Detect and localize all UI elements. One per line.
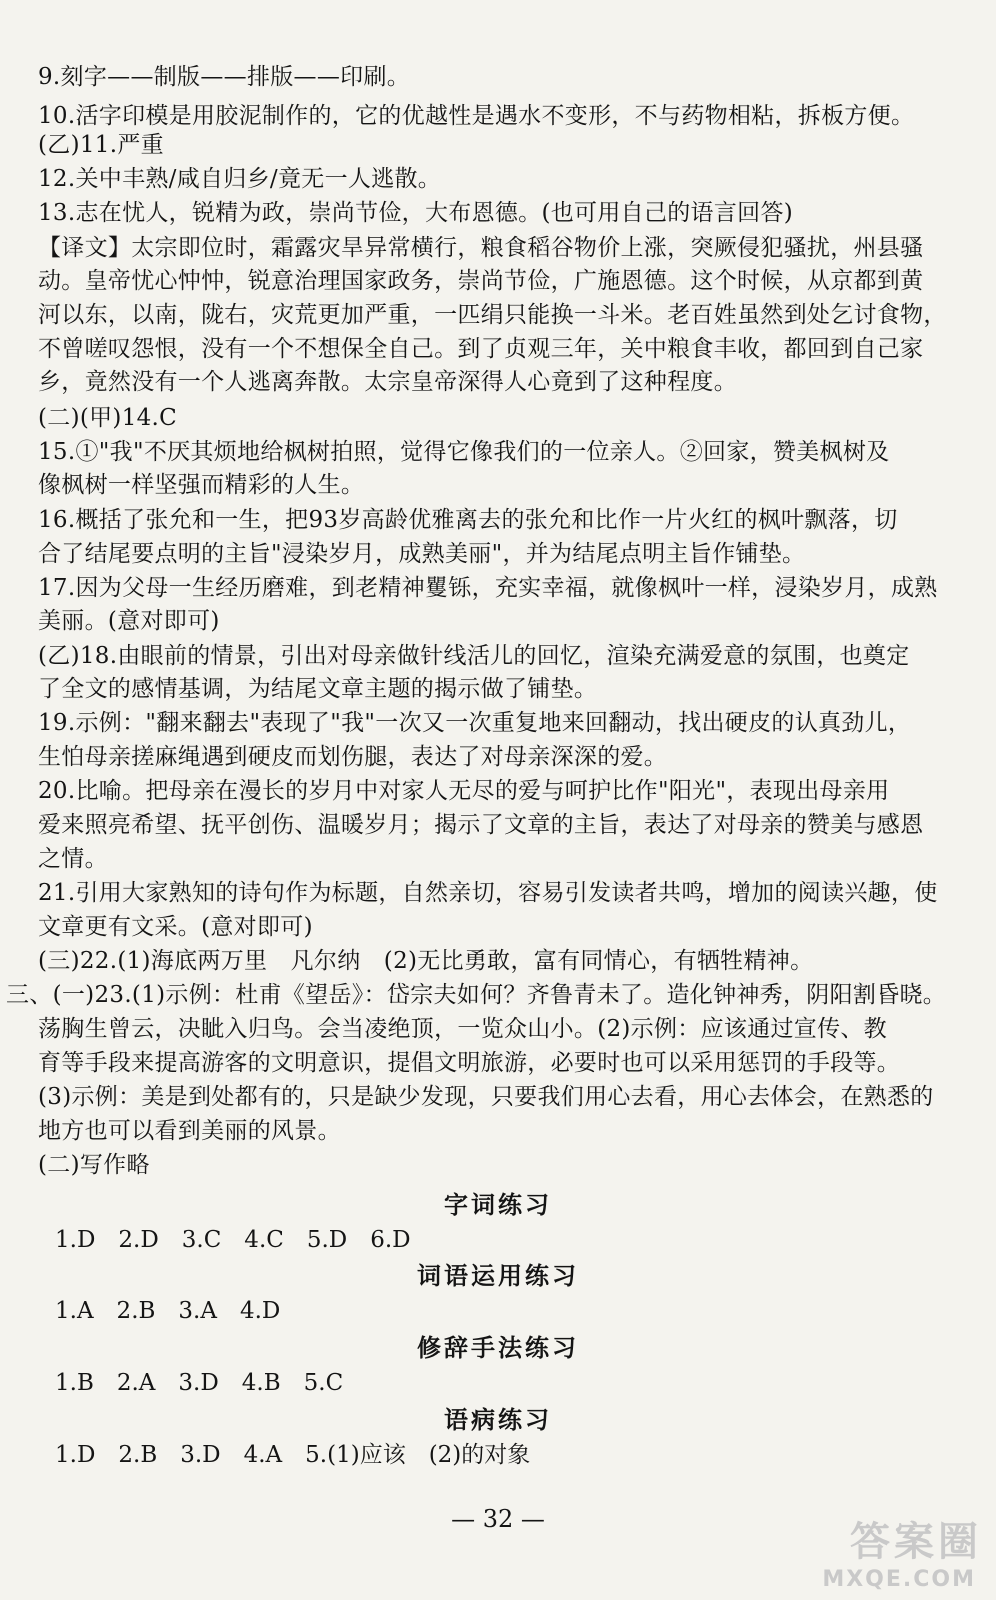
text-line: (3)示例：美是到处都有的，只是缺少发现，只要我们用心去看，用心去体会，在熟悉的 xyxy=(38,1084,934,1110)
watermark-url: MXQE.COM xyxy=(822,1567,976,1592)
text-line: 19.示例："翻来翻去"表现了"我"一次又一次重复地来回翻动，找出硬皮的认真劲儿， xyxy=(38,710,912,736)
text-line: 美丽。(意对即可) xyxy=(38,608,220,634)
section-heading: 修辞手法练习 xyxy=(417,1334,579,1362)
text-line: 20.比喻。把母亲在漫长的岁月中对家人无尽的爱与呵护比作"阳光"，表现出母亲用 xyxy=(38,778,890,804)
text-line: 文章更有文采。(意对即可) xyxy=(38,914,313,940)
text-line: 10.活字印模是用胶泥制作的，它的优越性是遇水不变形，不与药物相粘，拆板方便。 xyxy=(38,103,915,129)
text-line: 【译文】太宗即位时，霜露灾旱异常横行，粮食稻谷物价上涨，突厥侵犯骚扰，州县骚 xyxy=(38,235,924,261)
text-line: 21.引用大家熟知的诗句作为标题，自然亲切，容易引发读者共鸣，增加的阅读兴趣，使 xyxy=(38,880,938,906)
text-line: (二)(甲)14.C xyxy=(38,405,178,431)
section-answers: 1.B 2.A 3.D 4.B 5.C xyxy=(55,1370,344,1396)
text-line: 河以东，以南，陇右，灾荒更加严重，一匹绢只能换一斗米。老百姓虽然到处乞讨食物， xyxy=(38,302,947,328)
page-number: — 32 — xyxy=(451,1505,545,1533)
text-line: (乙)18.由眼前的情景，引出对母亲做针线活儿的回忆，渲染充满爱意的氛围，也奠定 xyxy=(38,643,910,669)
text-line: 了全文的感情基调，为结尾文章主题的揭示做了铺垫。 xyxy=(38,676,598,702)
text-line: 17.因为父母一生经历磨难，到老精神矍铄，充实幸福，就像枫叶一样，浸染岁月，成熟 xyxy=(38,575,938,601)
watermark-logo xyxy=(767,1510,982,1592)
section-answers: 1.A 2.B 3.A 4.D xyxy=(55,1298,281,1324)
section-answers: 1.D 2.B 3.D 4.A 5.(1)应该 (2)的对象 xyxy=(55,1442,531,1468)
text-line: (乙)11.严重 xyxy=(38,132,164,158)
text-line: 合了结尾要点明的主旨"浸染岁月，成熟美丽"，并为结尾点明主旨作铺垫。 xyxy=(38,541,806,567)
text-line: 育等手段来提高游客的文明意识，提倡文明旅游，必要时也可以采用惩罚的手段等。 xyxy=(38,1050,901,1076)
text-line: 地方也可以看到美丽的风景。 xyxy=(38,1118,341,1144)
text-line: 不曾嗟叹怨恨，没有一个不想保全自己。到了贞观三年，关中粮食丰收，都回到自己家 xyxy=(38,336,924,362)
text-line: 12.关中丰熟/咸自归乡/竟无一人逃散。 xyxy=(38,166,442,192)
text-line: 生怕母亲搓麻绳遇到硬皮而划伤腿，表达了对母亲深深的爱。 xyxy=(38,744,668,770)
section-answers: 1.D 2.D 3.C 4.C 5.D 6.D xyxy=(55,1227,411,1253)
text-line: (三)22.(1)海底两万里 凡尔纳 (2)无比勇敢，富有同情心，有牺牲精神。 xyxy=(38,948,814,974)
text-line: 9.刻字——制版——排版——印刷。 xyxy=(38,64,411,90)
text-line: 之情。 xyxy=(38,846,108,872)
text-line: 三、(一)23.(1)示例：杜甫《望岳》：岱宗夫如何？齐鲁青未了。造化钟神秀，阴阳割昏晓。 xyxy=(6,982,947,1008)
text-line: 16.概括了张允和一生，把93岁高龄优雅离去的张允和比作一片火红的枫叶飘落，切 xyxy=(38,507,898,533)
text-line: 爱来照亮希望、抚平创伤、温暖岁月；揭示了文章的主旨，表达了对母亲的赞美与感恩 xyxy=(38,812,924,838)
text-line: 动。皇帝忧心忡忡，锐意治理国家政务，崇尚节俭，广施恩德。这个时候，从京都到黄 xyxy=(38,268,924,294)
text-line: 像枫树一样坚强而精彩的人生。 xyxy=(38,472,365,498)
watermark-title: 答案圈 xyxy=(850,1519,982,1565)
section-heading: 语病练习 xyxy=(444,1406,552,1434)
text-line: 乡，竟然没有一个人逃离奔散。太宗皇帝深得人心竟到了这种程度。 xyxy=(38,369,737,395)
text-line: 荡胸生曾云，决眦入归鸟。会当凌绝顶，一览众山小。(2)示例：应该通过宣传、教 xyxy=(38,1016,887,1042)
section-heading: 字词练习 xyxy=(444,1191,552,1219)
section-heading: 词语运用练习 xyxy=(417,1262,579,1290)
text-line: 15.①"我"不厌其烦地给枫树拍照，觉得它像我们的一位亲人。②回家，赞美枫树及 xyxy=(38,439,890,465)
text-line: (二)写作略 xyxy=(38,1152,150,1178)
text-line: 13.志在忧人，锐精为政，崇尚节俭，大布恩德。(也可用自己的语言回答) xyxy=(38,200,794,226)
